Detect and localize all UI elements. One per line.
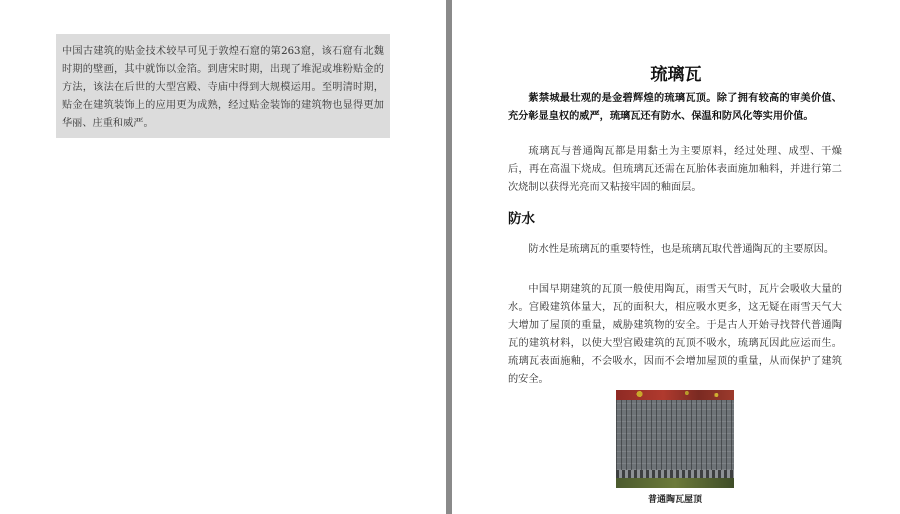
article-title: 琉璃瓦 <box>650 65 702 85</box>
intro-paragraph: 紫禁城最壮观的是金碧辉煌的琉璃瓦顶。除了拥有较高的审美价值、充分彰显皇权的威严，琉璃瓦还有防水、保温和防风化等实用价值。 <box>508 92 842 122</box>
body-paragraph-2: 防水性是琉璃瓦的重要特性，也是琉璃瓦取代普通陶瓦的主要原因。 <box>528 244 835 255</box>
foliage <box>616 390 734 400</box>
figure-caption: 普通陶瓦屋顶 <box>647 495 702 505</box>
sidebar-note: 中国古建筑的贴金技术较早可见于敦煌石窟的第263窟，该石窟有北魏时期的壁画，其中就饰以金箔。到唐宋时期，出现了堆泥或堆粉贴金的方法，该法在后世的大型宫殿、寺庙中得到大规模运用。至明清时期，贴金在建筑装饰上的应用更为成熟，经过贴金装饰的建筑物也显得更加华丽、庄重和威严。 <box>56 34 390 138</box>
ground-foliage <box>616 478 734 488</box>
roof-eave <box>616 470 734 478</box>
right-page <box>452 0 900 514</box>
left-page <box>0 0 446 514</box>
tile-roof <box>616 400 734 476</box>
body-paragraph-3: 中国早期建筑的瓦顶一般使用陶瓦，雨雪天气时，瓦片会吸收大量的水。宫殿建筑体量大，瓦的面积大，相应吸水更多，这无疑在雨雪天气大大增加了屋顶的重量，威胁建筑物的安全。于是古人开始寻找替代普通陶瓦的建筑材料，以使大型宫殿建筑的瓦顶不吸水，琉璃瓦因此应运而生。琉璃瓦表面施釉，不会吸水，因而不会增加屋顶的重量，从而保护了建筑的安全。 <box>508 284 842 385</box>
body-paragraph-1: 琉璃瓦与普通陶瓦都是用黏土为主要原料，经过处理、成型、干燥后，再在高温下烧成。但琉璃瓦还需在瓦胎体表面施加釉料，并进行第二次烧制以获得光亮而又粘接牢固的釉面层。 <box>508 146 842 193</box>
section-heading: 防水 <box>508 211 535 227</box>
roof-photo <box>616 390 734 488</box>
